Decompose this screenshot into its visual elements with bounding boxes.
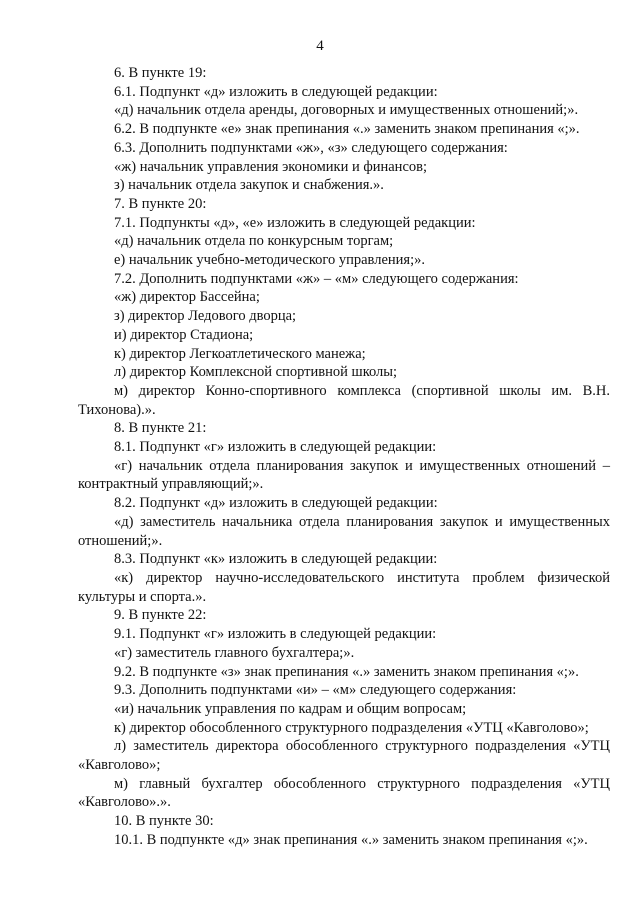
paragraph: «ж) начальник управления экономики и финансов;	[114, 158, 428, 175]
paragraph: л) заместитель директора обособленного структурного подразделения «УТЦ «Кавголово»;	[78, 738, 610, 774]
paragraph: 6.3. Дополнить подпунктами «ж», «з» следующего содержания:	[114, 139, 508, 156]
paragraph: 10.1. В подпункте «д» знак препинания «.» заменить знаком препинания «;».	[114, 831, 588, 848]
paragraph: з) директор Ледового дворца;	[114, 308, 297, 325]
paragraph: 9.3. Дополнить подпунктами «и» – «м» следующего содержания:	[114, 682, 517, 699]
paragraph: м) главный бухгалтер обособленного структурного подразделения «УТЦ «Кавголово».».	[78, 775, 610, 811]
paragraph: 8.2. Подпункт «д» изложить в следующей редакции:	[114, 495, 438, 512]
paragraph: к) директор обособленного структурного подразделения «УТЦ «Кавголово»;	[114, 719, 589, 736]
paragraph: 10. В пункте 30:	[114, 813, 214, 830]
paragraph: «д) начальник отдела по конкурсным торгам;	[114, 233, 394, 250]
paragraph: 6.1. Подпункт «д» изложить в следующей редакции:	[114, 83, 438, 100]
paragraph: и) директор Стадиона;	[114, 326, 254, 343]
paragraph: «г) начальник отдела планирования закупок и имущественных отношений – контрактный управляющий;».	[78, 457, 610, 493]
paragraph: 6. В пункте 19:	[114, 65, 207, 81]
paragraph: 7.1. Подпункты «д», «е» изложить в следующей редакции:	[114, 214, 476, 231]
paragraph: «к) директор научно-исследовательского института проблем физической культуры и спорта.».	[78, 569, 610, 605]
paragraph: «ж) директор Бассейна;	[114, 289, 260, 306]
paragraph: к) директор Легкоатлетического манежа;	[114, 345, 366, 362]
paragraph: 8. В пункте 21:	[114, 420, 207, 437]
page-number: 4	[316, 38, 324, 54]
paragraph: «д) заместитель начальника отдела планирования закупок и имущественных отношений;».	[78, 513, 610, 549]
paragraph: 7. В пункте 20:	[114, 195, 207, 212]
paragraph: м) директор Конно-спортивного комплекса (спортивной школы им. В.Н. Тихонова).».	[78, 382, 610, 418]
paragraph: «г) заместитель главного бухгалтера;».	[114, 644, 355, 661]
paragraph: «и) начальник управления по кадрам и общим вопросам;	[114, 700, 467, 717]
paragraph: л) директор Комплексной спортивной школы;	[114, 364, 398, 381]
paragraph: е) начальник учебно-методического управления;».	[114, 252, 425, 269]
paragraph: 9.2. В подпункте «з» знак препинания «.» заменить знаком препинания «;».	[114, 663, 579, 680]
paragraph: 7.2. Дополнить подпунктами «ж» – «м» следующего содержания:	[114, 270, 519, 287]
paragraph: 6.2. В подпункте «е» знак препинания «.» заменить знаком препинания «;».	[114, 121, 580, 138]
document-body	[78, 64, 610, 850]
paragraph: 9. В пункте 22:	[114, 607, 207, 624]
paragraph: «д) начальник отдела аренды, договорных и имущественных отношений;».	[114, 102, 579, 119]
paragraph: 8.1. Подпункт «г» изложить в следующей редакции:	[114, 439, 437, 456]
paragraph: з) начальник отдела закупок и снабжения.».	[114, 177, 384, 194]
paragraph: 9.1. Подпункт «г» изложить в следующей редакции:	[114, 626, 437, 643]
paragraph: 8.3. Подпункт «к» изложить в следующей редакции:	[114, 551, 438, 568]
